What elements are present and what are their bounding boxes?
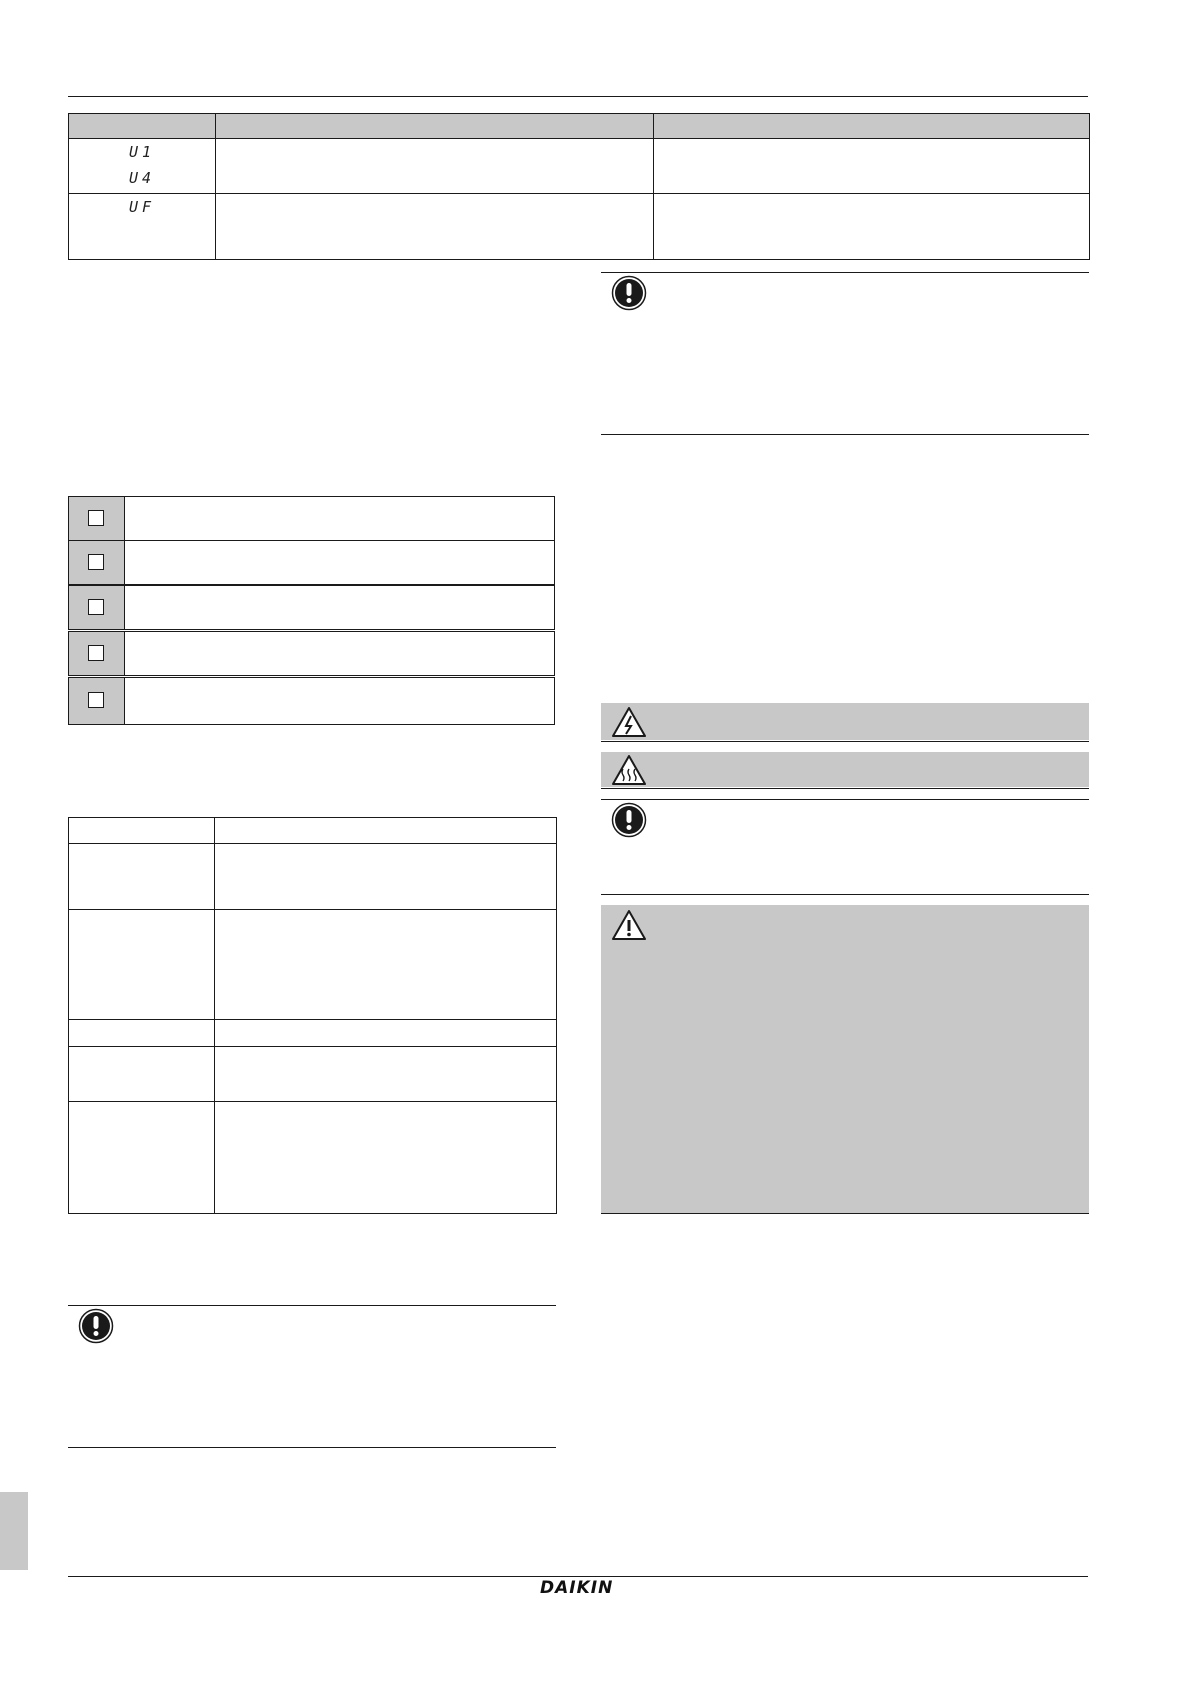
checkbox-icon[interactable] — [88, 554, 104, 570]
table-cell — [216, 139, 654, 194]
electric-shock-warning-icon — [611, 706, 647, 738]
error-code: UF — [128, 198, 156, 216]
error-code: U4 — [128, 169, 156, 187]
table-cell — [654, 139, 1090, 194]
table-header-cell — [69, 114, 216, 139]
table-row — [69, 844, 557, 910]
info-table — [68, 817, 557, 1214]
warning-triangle-icon — [611, 909, 647, 941]
header-rule — [68, 96, 1088, 97]
checkbox-icon[interactable] — [88, 645, 104, 661]
checklist-item — [68, 677, 555, 725]
exclamation-circle-icon — [78, 1308, 114, 1344]
table-row — [69, 1020, 557, 1047]
table-cell — [216, 194, 654, 260]
error-code-table — [68, 113, 1090, 260]
daikin-logo: DAIKIN — [540, 1578, 614, 1598]
notice-bottom-rule — [68, 1447, 556, 1448]
notice-top-rule — [601, 799, 1089, 800]
hot-surface-warning-icon — [611, 754, 647, 786]
notice-bottom-rule — [601, 434, 1089, 435]
error-code-cell — [69, 139, 216, 194]
error-code-cell — [69, 194, 216, 260]
hot-surface-band — [601, 752, 1089, 787]
checklist-item — [68, 496, 555, 541]
exclamation-circle-icon — [611, 802, 647, 838]
table-header-cell — [654, 114, 1090, 139]
band-rule — [601, 788, 1089, 789]
danger-electric-band — [601, 703, 1089, 740]
checklist-item — [68, 540, 555, 585]
table-row — [69, 910, 557, 1020]
table-header-row — [69, 114, 1090, 139]
chapter-side-tab — [0, 1492, 28, 1570]
checkbox-icon[interactable] — [88, 599, 104, 615]
checkbox-icon[interactable] — [88, 510, 104, 526]
error-code: U1 — [128, 143, 156, 161]
footer-rule — [68, 1576, 1088, 1577]
warning-bottom-rule — [601, 1213, 1089, 1214]
checklist-item — [68, 631, 555, 676]
checklist-item — [68, 585, 555, 630]
checkbox-icon[interactable] — [88, 692, 104, 708]
band-rule — [601, 741, 1089, 742]
notice-top-rule — [601, 272, 1089, 273]
notice-top-rule — [68, 1305, 556, 1306]
exclamation-circle-icon — [611, 275, 647, 311]
table-row — [69, 1102, 557, 1214]
table-row — [69, 1047, 557, 1102]
warning-box — [601, 905, 1089, 1213]
table-row — [69, 194, 1090, 260]
table-row — [69, 818, 557, 844]
notice-bottom-rule — [601, 894, 1089, 895]
table-header-cell — [216, 114, 654, 139]
table-row — [69, 139, 1090, 194]
table-cell — [654, 194, 1090, 260]
